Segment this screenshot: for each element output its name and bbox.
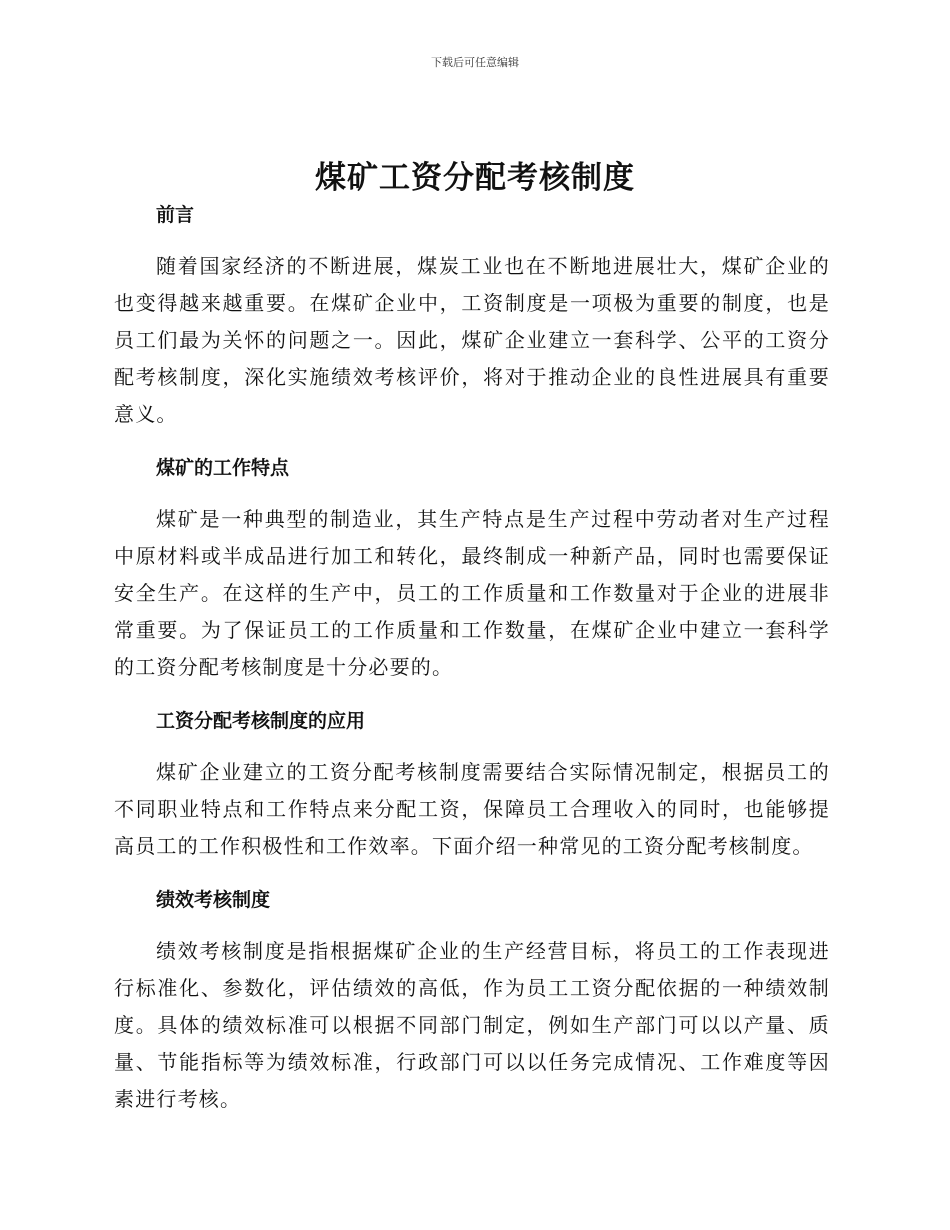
section-work-features-body (114, 501, 830, 686)
header-note: 下载后可任意编辑 (431, 56, 519, 69)
section-heading: 绩效考核制度 (156, 889, 271, 911)
section-application (114, 709, 830, 733)
section-preface-body (114, 248, 830, 433)
section-paragraph: 随着国家经济的不断进展，煤炭工业也在不断地进展壮大，煤矿企业的也变得越来越重要。在煤矿企业中，工资制度是一项极为重要的制度，也是员工们最为关怀的问题之一。因此，煤矿企业建立一套科学、公平的工资分配考核制度，深化实施绩效考核评价，将对于推动企业的良性进展具有重要意义。 (114, 254, 830, 426)
section-work-features (114, 456, 830, 480)
section-heading: 工资分配考核制度的应用 (156, 710, 366, 732)
document-title: 煤矿工资分配考核制度 (315, 160, 635, 196)
section-paragraph: 煤矿是一种典型的制造业，其生产特点是生产过程中劳动者对生产过程中原材料或半成品进行加工和转化，最终制成一种新产品，同时也需要保证安全生产。在这样的生产中，员工的工作质量和工作数量对于企业的进展非常重要。为了保证员工的工作质量和工作数量，在煤矿企业中建立一套科学的工资分配考核制度是十分必要的。 (114, 507, 830, 679)
section-heading: 前言 (156, 204, 195, 226)
section-paragraph: 绩效考核制度是指根据煤矿企业的生产经营目标，将员工的工作表现进行标准化、参数化，评估绩效的高低，作为员工工资分配依据的一种绩效制度。具体的绩效标准可以根据不同部门制定，例如生产部门可以以产量、质量、节能指标等为绩效标准，行政部门可以以任务完成情况、工作难度等因素进行考核。 (114, 939, 830, 1111)
section-performance-body (114, 933, 830, 1118)
section-application-body (114, 754, 830, 865)
section-heading: 煤矿的工作特点 (156, 457, 290, 479)
section-performance (114, 888, 830, 912)
section-paragraph: 煤矿企业建立的工资分配考核制度需要结合实际情况制定，根据员工的不同职业特点和工作特点来分配工资，保障员工合理收入的同时，也能够提高员工的工作积极性和工作效率。下面介绍一种常见的工资分配考核制度。 (114, 760, 830, 858)
section-preface (114, 203, 830, 227)
